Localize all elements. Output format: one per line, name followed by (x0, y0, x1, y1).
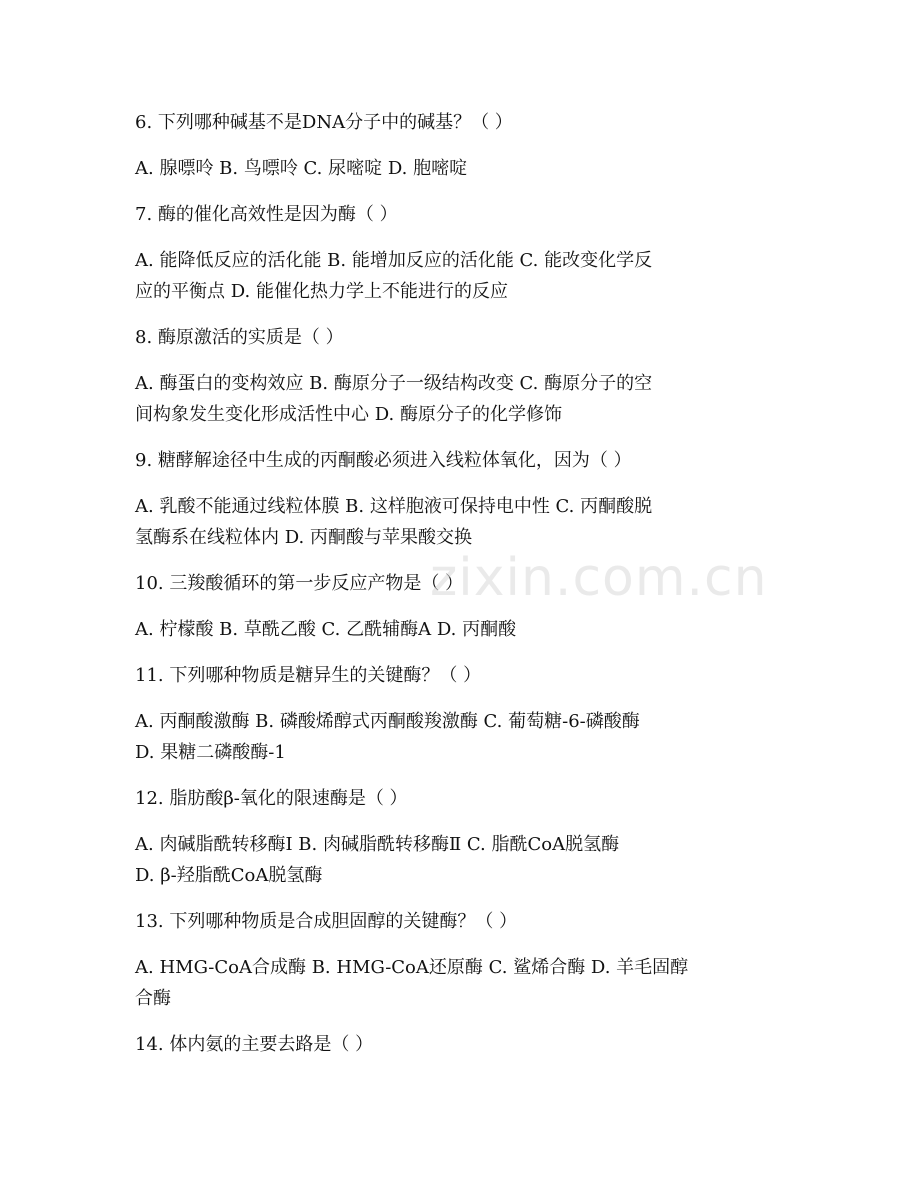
question-13: 13. 下列哪种物质是合成胆固醇的关键酶？（ ） (135, 911, 518, 932)
question-7: 7. 酶的催化高效性是因为酶（ ） (135, 204, 398, 225)
option-line: 合酶 (135, 988, 171, 1009)
option-line: A. 腺嘌呤 B. 鸟嘌呤 C. 尿嘧啶 D. 胞嘧啶 (135, 158, 468, 179)
watermark: zixin.com.cn (430, 548, 768, 608)
options-8 (135, 368, 785, 430)
question-9: 9. 糖酵解途径中生成的丙酮酸必须进入线粒体氧化，因为（ ） (135, 450, 632, 471)
options-7 (135, 245, 785, 307)
question-14: 14. 体内氨的主要去路是（ ） (135, 1034, 374, 1055)
options-10 (135, 614, 785, 645)
option-line: A. 能降低反应的活化能 B. 能增加反应的活化能 C. 能改变化学反 (135, 250, 653, 271)
question-11: 11. 下列哪种物质是糖异生的关键酶？（ ） (135, 665, 482, 686)
question-6: 6. 下列哪种碱基不是DNA分子中的碱基？（ ） (135, 112, 513, 133)
option-line: D. 果糖二磷酸酶-1 (135, 742, 286, 763)
question-8: 8. 酶原激活的实质是（ ） (135, 327, 344, 348)
question-list (135, 107, 785, 1075)
option-line: A. 肉碱脂酰转移酶Ⅰ B. 肉碱脂酰转移酶Ⅱ C. 脂酰CoA脱氢酶 (135, 834, 620, 855)
option-line: A. 柠檬酸 B. 草酰乙酸 C. 乙酰辅酶A D. 丙酮酸 (135, 619, 517, 640)
option-line: 应的平衡点 D. 能催化热力学上不能进行的反应 (135, 281, 508, 302)
option-line: 氢酶系在线粒体内 D. 丙酮酸与苹果酸交换 (135, 527, 472, 548)
options-12 (135, 829, 785, 891)
question-10: 10. 三羧酸循环的第一步反应产物是（ ） (135, 573, 464, 594)
options-6 (135, 153, 785, 184)
option-line: 间构象发生变化形成活性中心 D. 酶原分子的化学修饰 (135, 404, 562, 425)
option-line: D. β-羟脂酰CoA脱氢酶 (135, 865, 323, 886)
option-line: A. 乳酸不能通过线粒体膜 B. 这样胞液可保持电中性 C. 丙酮酸脱 (135, 496, 653, 517)
options-11 (135, 706, 785, 768)
option-line: A. 酶蛋白的变构效应 B. 酶原分子一级结构改变 C. 酶原分子的空 (135, 373, 653, 394)
option-line: A. 丙酮酸激酶 B. 磷酸烯醇式丙酮酸羧激酶 C. 葡萄糖-6-磷酸酶 (135, 711, 640, 732)
options-13 (135, 952, 785, 1014)
question-12: 12. 脂肪酸β-氧化的限速酶是（ ） (135, 788, 408, 809)
option-line: A. HMG-CoA合成酶 B. HMG-CoA还原酶 C. 鲨烯合酶 D. 羊毛固醇 (135, 957, 689, 978)
options-9 (135, 491, 785, 553)
